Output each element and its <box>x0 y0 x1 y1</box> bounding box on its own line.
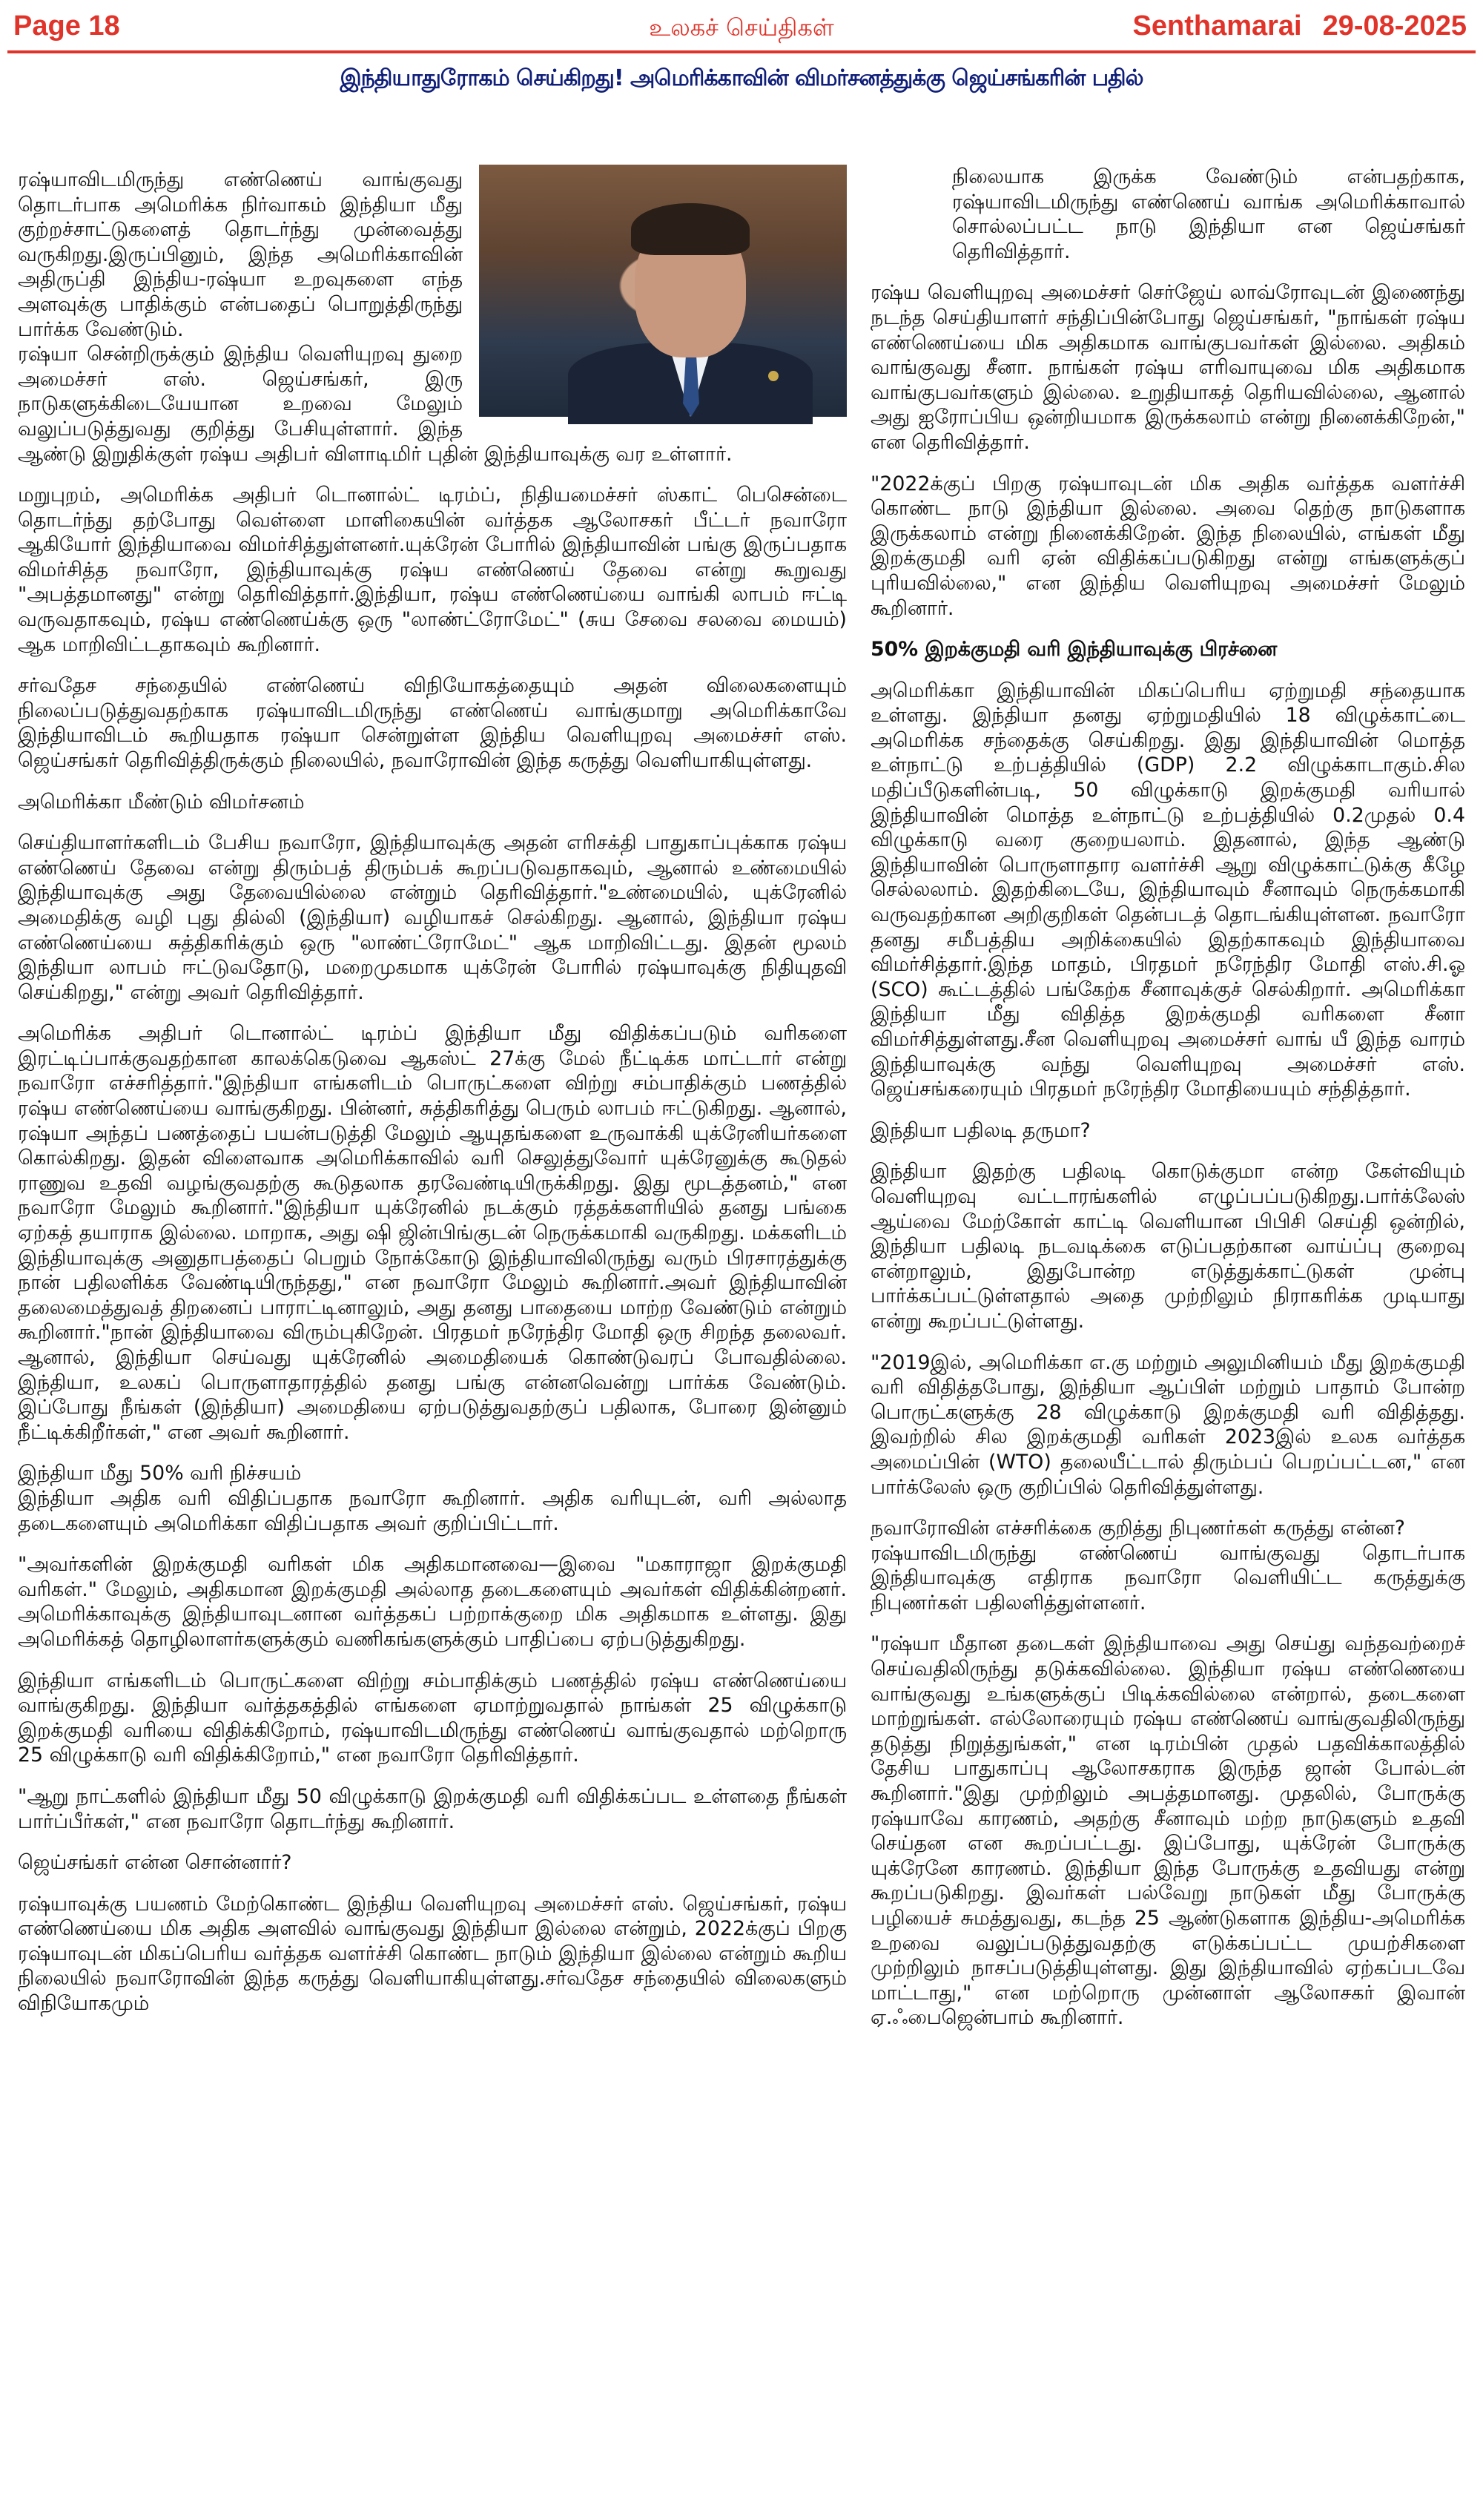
body-paragraph: ரஷ்யாவிடமிருந்து எண்ணெய் வாங்குவது தொடர்பாக இந்தியாவுக்கு எதிராக நவாரோ வெளியிட்ட கருத்துக்கு நிபுணர்கள் பதிலளித்துள்ளனர். <box>871 1541 1465 1614</box>
header-rule <box>7 50 1476 53</box>
subheading: அமெரிக்கா மீண்டும் விமர்சனம் <box>18 790 305 814</box>
subheading: நவாரோவின் எச்சரிக்கை குறித்து நிபுணர்கள் கருத்து என்ன? <box>871 1517 1406 1540</box>
masthead <box>1133 10 1467 42</box>
body-paragraph: ரஷ்ய வெளியுறவு அமைச்சர் செர்ஜேய் லாவ்ரோவுடன் இணைந்து நடந்த செய்தியாளர் சந்திப்பின்போது ஜெய்சங்கர், "நாங்கள் ரஷ்ய எண்ணெய்யை மிக அதிகமாக வாங்குபவர்கள் இல்லை. அதிகம் வாங்குவது சீனா. நாங்கள் ரஷ்ய எரிவாயுவை மிக அதிகமாக வாங்குபவர்களும் இல்லை. உறுதியாகத் தெரியவில்லை, ஆனால் அது ஐரோப்பிய ஒன்றியமாக இருக்கலாம் என்று நினைக்கிறேன்," என தெரிவித்தார். <box>871 281 1465 454</box>
body-paragraph: இந்தியா அதிக வரி விதிப்பதாக நவாரோ கூறினார். அதிக வரியுடன், வரி அல்லாத தடைகளையும் அமெரிக்கா விதிப்பதாக அவர் குறிப்பிட்டார். <box>18 1486 847 1535</box>
body-paragraph: அமெரிக்க அதிபர் டொனால்ட் டிரம்ப் இந்தியா மீது விதிக்கப்படும் வரிகளை இரட்டிப்பாக்குவதற்கான காலக்கெடுவை ஆகஸ்ட் 27க்கு மேல் நீட்டிக்க மாட்டார் என்று நவாரோ எச்சரித்தார்."இந்தியா எங்களிடம் பொருட்களை விற்று சம்பாதிக்கும் பணத்தில் ரஷ்ய எண்ணெய்யை வாங்குகிறது. பின்னர், சுத்திகரித்து பெரும் லாபம் ஈட்டுகிறது. ஆனால், ரஷ்யா அந்தப் பணத்தைப் பயன்படுத்தி மேலும் ஆயுதங்களை உருவாக்கி யுக்ரேனியர்களை கொல்கிறது. இதன் விளைவாக அமெரிக்காவில் வரி செலுத்துவோர் யுக்ரேனுக்கு கூடுதல் ராணுவ உதவி வழங்குவதற்கு கூடுதலாக தரவேண்டியிருக்கிறது. இது மூடத்தனம்," என நவாரோ மேலும் கூறினார்."இந்தியா யுக்ரேனில் நடக்கும் ரத்தக்களரியில் தனது பங்கை ஏற்கத் தயாராக இல்லை. மாறாக, அது ஷி ஜின்பிங்குடன் நெருக்கமாகி வருகிறது. மக்களிடம் இந்தியாவுக்கு அனுதாபத்தைப் பெறும் நோக்கோடு இந்தியாவிலிருந்து வரும் பிரசாரத்துக்கு நான் பதிலளிக்க வேண்டியிருந்தது," என நவாரோ மேலும் கூறினார்.அவர் இந்தியாவின் தலைமைத்துவத் திறனைப் பாராட்டினாலும், அது தனது பாதையை மாற்ற வேண்டும் என்றும் கூறினார்."நான் இந்தியாவை விரும்புகிறேன். பிரதமர் நரேந்திர மோதி ஒரு சிறந்த தலைவர். ஆனால், இந்தியா செய்வது யுக்ரேனில் அமைதியைக் கொண்டுவரப் போவதில்லை. இந்தியா, உலகப் பொருளாதாரத்தில் தனது பங்கு என்னவென்று பார்க்க வேண்டும். இப்போது நீங்கள் (இந்தியா) அமைதியை ஏற்படுத்துவதற்குப் பதிலாக, போரை இன்னும் நீட்டிக்கிறீர்கள்," என அவர் கூறினார். <box>18 1022 847 1444</box>
portrait-photo <box>479 165 847 417</box>
body-paragraph: "அவர்களின் இறக்குமதி வரிகள் மிக அதிகமானவை—இவை "மகாராஜா இறக்குமதி வரிகள்." மேலும், அதிகமான இறக்குமதி அல்லாத தடைகளையும் அவர்கள் விதிக்கின்றனர். அமெரிக்காவுக்கு இந்தியாவுடனான வர்த்தகப் பற்றாக்குறை மிக அதிகமாக உள்ளது. இது அமெரிக்கத் தொழிலாளர்களுக்கும் வணிகங்களுக்கும் பாதிப்பை ஏற்படுத்துகிறது. <box>18 1553 847 1651</box>
intro-paragraph: ரஷ்யா சென்றிருக்கும் இந்திய வெளியுறவு துறை அமைச்சர் எஸ். ஜெய்சங்கர், இரு நாடுகளுக்கிடையேயான உறவை மேலும் வலுப்படுத்துவது குறித்து பேசியுள்ளார். இந்த ஆண்டு இறுதிக்குள் ரஷ்ய அதிபர் விளாடிமிர் புதின் இந்தியாவுக்கு வர உள்ளார். <box>18 343 733 466</box>
page-number: Page 18 <box>13 10 120 42</box>
page-header <box>0 0 1483 55</box>
body-paragraph: செய்தியாளர்களிடம் பேசிய நவாரோ, இந்தியாவுக்கு அதன் எரிசக்தி பாதுகாப்புக்காக ரஷ்ய எண்ணெய் தேவை என்று திரும்பத் திரும்பக் கூறப்படுவதாகவும், ஆனால் உண்மையில் இந்தியாவுக்கு அது தேவையில்லை என்றும் தெரிவித்தார்."உண்மையில், யுக்ரேனில் அமைதிக்கு வழி புது தில்லி (இந்தியா) வழியாகச் செல்கிறது. ஆனால், இந்தியா ரஷ்ய எண்ணெய்யை சுத்திகரிக்கும் ஒரு "லாண்ட்ரோமேட்" ஆக மாறிவிட்டது. இதன் மூலம் இந்தியா லாபம் ஈட்டுவதோடு, மறைமுகமாக யுக்ரேன் போரில் ரஷ்யாவுக்கு நிதியுதவி செய்கிறது," என்று அவர் தெரிவித்தார். <box>18 831 847 1004</box>
body-paragraph: "ஆறு நாட்களில் இந்தியா மீது 50 விழுக்காடு இறக்குமதி வரி விதிக்கப்பட உள்ளதை நீங்கள் பார்ப்பீர்கள்," என நவாரோ தொடர்ந்து கூறினார். <box>18 1784 847 1833</box>
section-title: உலகச் செய்திகள் <box>649 13 834 42</box>
body-paragraph: அமெரிக்கா இந்தியாவின் மிகப்பெரிய ஏற்றுமதி சந்தையாக உள்ளது. இந்தியா தனது ஏற்றுமதியில் 18 விழுக்காட்டை அமெரிக்க சந்தைக்கு செய்கிறது. இது இந்தியாவின் மொத்த உள்நாட்டு உற்பத்தியில் (GDP) 2.2 விழுக்காடாகும்.சில மதிப்பீடுகளின்படி, 50 விழுக்காடு இறக்குமதி வரியால் இந்தியாவின் மொத்த உள்நாட்டு உற்பத்தியில் 0.2முதல் 0.4 விழுக்காடு வரை குறையலாம். இதனால், இந்த ஆண்டு இந்தியாவின் பொருளாதார வளர்ச்சி ஆறு விழுக்காட்டுக்கு கீழே செல்லலாம். இதற்கிடையே, இந்தியாவும் சீனாவும் நெருக்கமாகி வருவதற்கான அறிகுறிகள் தென்படத் தொடங்கியுள்ளன. நவாரோ தனது சமீபத்திய அறிக்கையில் இதற்காகவும் இந்தியாவை விமர்சித்தார்.இந்த மாதம், பிரதமர் நரேந்திர மோதி எஸ்.சி.ஓ (SCO) கூட்டத்தில் பங்கேற்க சீனாவுக்குச் செல்கிறார். அமெரிக்கா இந்தியா மீது விதித்த இறக்குமதி வரிகளை சீனா விமர்சித்துள்ளது.சீன வெளியுறவு அமைச்சர் வாங் யீ இந்த வாரம் இந்தியாவுக்கு வந்து வெளியுறவு அமைச்சர் எஸ். ஜெய்சங்கரையும் பிரதமர் நரேந்திர மோதியையும் சந்தித்தார். <box>871 679 1465 1101</box>
body-paragraph: ரஷ்யாவுக்கு பயணம் மேற்கொண்ட இந்திய வெளியுறவு அமைச்சர் எஸ். ஜெய்சங்கர், ரஷ்ய எண்ணெய்யை மிக அதிக அளவில் வாங்குவது இந்தியா இல்லை என்றும், 2022க்குப் பிறகு ரஷ்யாவுடன் மிகப்பெரிய வர்த்தக வளர்ச்சி கொண்ட நாடும் இந்தியா இல்லை என்றும் கூறிய நிலையில் நவாரோவின் இந்த கருத்து வெளியாகியுள்ளது.சர்வதேச சந்தையில் விலைகளும் விநியோகமும் <box>18 1892 847 2016</box>
body-paragraph: சர்வதேச சந்தையில் எண்ணெய் விநியோகத்தையும் அதன் விலைகளையும் நிலைப்படுத்துவதற்காக ரஷ்யாவிடமிருந்து எண்ணெய் வாங்குமாறு அமெரிக்காவே இந்தியாவிடம் கூறியதாக ரஷ்யா சென்றுள்ள இந்திய வெளியுறவு அமைச்சர் எஸ். ஜெய்சங்கர் தெரிவித்திருக்கும் நிலையில், நவாரோவின் இந்த கருத்து வெளியாகியுள்ளது. <box>18 674 847 772</box>
body-paragraph: இந்தியா இதற்கு பதிலடி கொடுக்குமா என்ற கேள்வியும் வெளியுறவு வட்டாரங்களில் எழுப்பப்படுகிறது.பார்க்லேஸ் ஆய்வை மேற்கோள் காட்டி வெளியான பிபிசி செய்தி ஒன்றில், இந்தியா பதிலடி நடவடிக்கை எடுப்பதற்கான வாய்ப்பு குறைவு என்றாலும், இதுபோன்ற எடுத்துக்காட்டுகள் முன்பு பார்க்கப்பட்டுள்ளதால் அதை முற்றிலும் நிராகரிக்க முடியாது என்று கூறப்பட்டுள்ளது. <box>871 1160 1465 1333</box>
headline: இந்தியாதுரோகம் செய்கிறது! அமெரிக்காவின் விமர்சனத்துக்கு ஜெய்சங்கரின் பதில் <box>340 65 1143 91</box>
intro-paragraph: ரஷ்யாவிடமிருந்து எண்ணெய் வாங்குவது தொடர்பாக அமெரிக்க நிர்வாகம் இந்தியா மீது குற்றச்சாட்டுகளைத் தொடர்ந்து முன்வைத்து வருகிறது.இருப்பினும், இந்த அமெரிக்காவின் அதிருப்தி இந்திய-ரஷ்யா உறவுகளை எந்த அளவுக்கு பாதிக்கும் என்பதைப் பொறுத்திருந்து பார்க்க வேண்டும். <box>18 168 463 341</box>
issue-date: 29-08-2025 <box>1322 10 1467 42</box>
body-paragraph: "2019இல், அமெரிக்கா எ.கு மற்றும் அலுமினியம் மீது இறக்குமதி வரி விதித்தபோது, இந்தியா ஆப்பிள் மற்றும் பாதாம் போன்ற பொருட்களுக்கு 28 விழுக்காடு இறக்குமதி வரி விதித்தது. இவற்றில் சில இறக்குமதி வரிகள் 2023இல் உலக வர்த்தக அமைப்பின் (WTO) தலையீட்டால் திரும்பப் பெறப்பட்டன," என பார்க்லேஸ் ஒரு குறிப்பில் தெரிவித்துள்ளது. <box>871 1350 1465 1499</box>
article-left-column <box>18 483 847 2033</box>
subheading: 50% இறக்குமதி வரி இந்தியாவுக்கு பிரச்னை <box>871 638 1278 662</box>
intro-block <box>18 168 847 466</box>
body-paragraph: "ரஷ்யா மீதான தடைகள் இந்தியாவை அது செய்து வந்தவற்றைச் செய்வதிலிருந்து தடுக்கவில்லை. இந்தியா ரஷ்ய எண்ணெயை வாங்குவது உங்களுக்குப் பிடிக்கவில்லை என்றால், தடைகளை மாற்றுங்கள். எல்லோரையும் ரஷ்ய எண்ணெய் வாங்குவதிலிருந்து தடுத்து நிறுத்துங்கள்," என டிரம்பின் முதல் பதவிக்காலத்தில் தேசிய பாதுகாப்பு ஆலோசகராக இருந்த ஜான் போல்டன் கூறினார்."இது முற்றிலும் அபத்தமானது. முதலில், போருக்கு ரஷ்யாவே காரணம், அதற்கு சீனாவும் மற்ற நாடுகளும் உதவி செய்தன என கூறப்பட்டது. இப்போது, யுக்ரேன் போருக்கு யுக்ரேனே காரணம். இந்தியா இந்த போருக்கு உதவியது என்று கூறப்படுகிறது. இவர்கள் பல்வேறு நாடுகள் மீது போருக்கு பழியைச் சுமத்துவது, கடந்த 25 ஆண்டுகளாக இந்திய-அமெரிக்க உறவை வலுப்படுத்துவதற்கு எடுக்கப்பட்ட முயற்சிகளை முற்றிலும் நாசப்படுத்தியுள்ளது. இது இந்தியாவில் ஏற்கப்படவே மாட்டாது," என மற்றொரு முன்னாள் ஆலோசகர் இவான் ஏ.ஃபைஜென்பாம் கூறினார். <box>871 1632 1465 2030</box>
body-paragraph: இந்தியா எங்களிடம் பொருட்களை விற்று சம்பாதிக்கும் பணத்தில் ரஷ்ய எண்ணெய்யை வாங்குகிறது. இந்தியா வர்த்தகத்தில் எங்களை ஏமாற்றுவதால் நாங்கள் 25 விழுக்காடு இறக்குமதி வரியை விதிக்கிறோம், ரஷ்யாவிடமிருந்து எண்ணெய் வாங்குவதால் மற்றொரு 25 விழுக்காடு வரி விதிக்கிறோம்," என நவாரோ தெரிவித்தார். <box>18 1669 847 1767</box>
subheading: ஜெய்சங்கர் என்ன சொன்னார்? <box>18 1851 292 1875</box>
paper-name: Senthamarai <box>1132 10 1302 42</box>
body-paragraph: "2022க்குப் பிறகு ரஷ்யாவுடன் மிக அதிக வர்த்தக வளர்ச்சி கொண்ட நாடு இந்தியா இல்லை. அவை தெற்கு நாடுகளாக இருக்கலாம் என்று நினைக்கிறேன். இந்த நிலையில், எங்கள் மீது இறக்குமதி வரி ஏன் விதிக்கப்படுகிறது என்று எங்களுக்குப் புரியவில்லை," என இந்திய வெளியுறவு அமைச்சர் மேலும் கூறினார். <box>871 472 1465 620</box>
body-paragraph: மறுபுறம், அமெரிக்க அதிபர் டொனால்ட் டிரம்ப், நிதியமைச்சர் ஸ்காட் பெசென்டை தொடர்ந்து தற்போது வெள்ளை மாளிகையின் வர்த்தக ஆலோசகர் பீட்டர் நவாரோ ஆகியோர் இந்தியாவை விமர்சித்துள்ளனர்.யுக்ரேன் போரில் இந்தியாவின் பங்கு இருப்பதாக விமர்சித்த நவாரோ, இந்தியாவுக்கு ரஷ்ய எண்ணெய் தேவை என்று கூறுவது "அபத்தமானது" என்று தெரிவித்தார்.இந்தியா, ரஷ்ய எண்ணெய்யை வாங்கி லாபம் ஈட்டி வருவதாகவும், ரஷ்ய எண்ணெய்க்கு ஒரு "லாண்ட்ரோமேட்" (சுய சேவை சலவை மையம்) ஆக மாறிவிட்டதாகவும் கூறினார். <box>18 484 847 656</box>
body-paragraph: நிலையாக இருக்க வேண்டும் என்பதற்காக, ரஷ்யாவிடமிருந்து எண்ணெய் வாங்க அமெரிக்காவால் சொல்லப்பட்ட நாடு இந்தியா என ஜெய்சங்கர் தெரிவித்தார். <box>952 165 1465 263</box>
subheading: இந்தியா மீது 50% வரி நிச்சயம் <box>18 1462 302 1485</box>
subheading: இந்தியா பதிலடி தருமா? <box>871 1118 1091 1142</box>
article-right-column <box>871 165 1465 2047</box>
